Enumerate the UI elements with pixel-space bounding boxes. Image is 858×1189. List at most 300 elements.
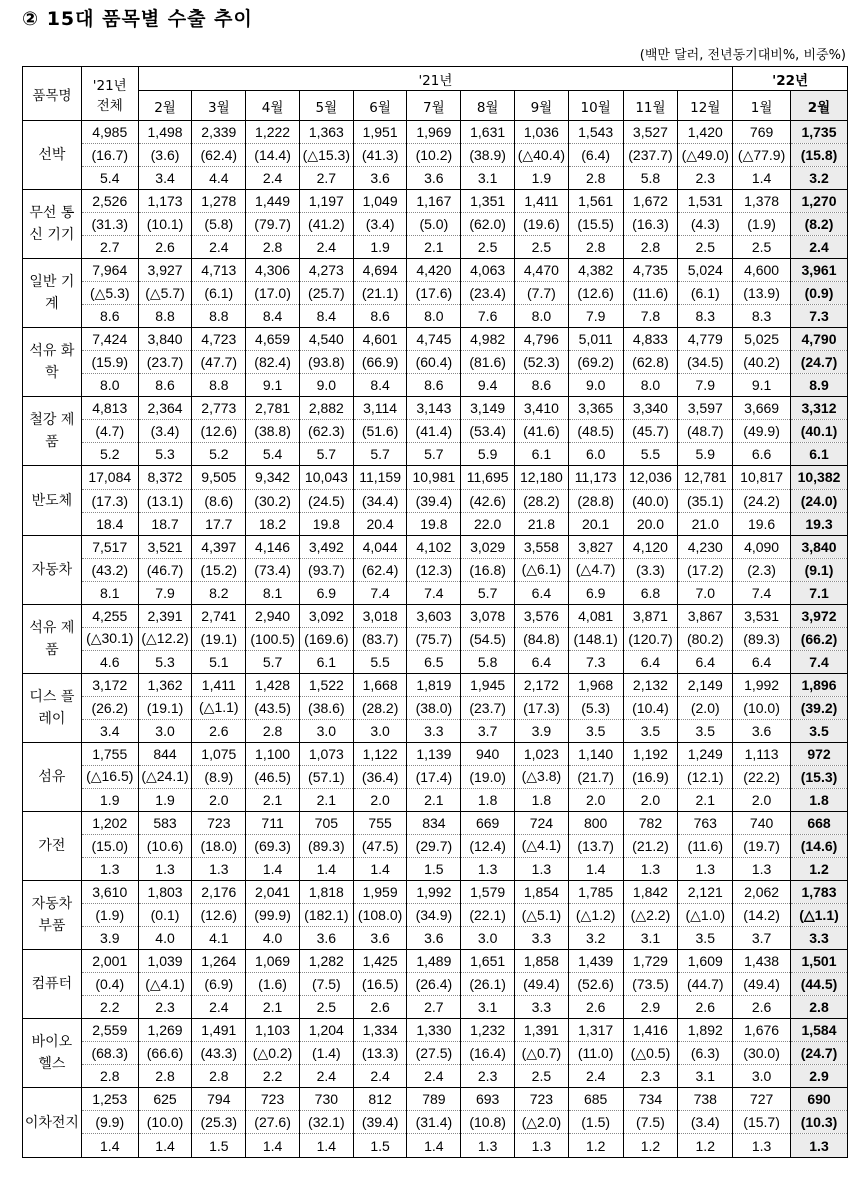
yoy-change-cell: (17.2) <box>678 558 733 581</box>
export-value-cell: 1,167 <box>407 190 461 213</box>
export-value-cell: 4,796 <box>515 328 569 351</box>
share-cell: 2.4 <box>568 1065 623 1088</box>
export-value-cell: 1,438 <box>733 950 791 973</box>
share-cell: 4.1 <box>192 927 246 950</box>
export-value-cell: 1,668 <box>353 673 407 696</box>
share-cell: 8.0 <box>81 374 138 397</box>
export-value-cell: 1,489 <box>407 950 461 973</box>
yoy-change-cell: (15.2) <box>192 558 246 581</box>
export-value-cell: 3,597 <box>678 397 733 420</box>
share-cell: 6.0 <box>568 443 623 466</box>
yoy-change-cell: (38.9) <box>461 144 515 167</box>
export-value-cell: 1,531 <box>678 190 733 213</box>
share-cell: 3.6 <box>407 927 461 950</box>
yoy-change-cell: (43.5) <box>246 696 300 719</box>
yoy-change-cell: (21.1) <box>353 282 407 305</box>
export-value-cell: 1,785 <box>568 881 623 904</box>
yoy-change-cell: (60.4) <box>407 351 461 374</box>
export-value-cell: 3,029 <box>461 535 515 558</box>
share-cell: 18.2 <box>246 512 300 535</box>
export-value-cell: 940 <box>461 742 515 765</box>
share-cell: 8.4 <box>246 305 300 328</box>
export-value-cell: 4,985 <box>81 121 138 144</box>
export-value-cell: 4,255 <box>81 604 138 627</box>
yoy-change-cell: (23.4) <box>461 282 515 305</box>
share-cell: 1.8 <box>461 788 515 811</box>
yoy-change-cell: (73.4) <box>246 558 300 581</box>
table-row <box>23 190 848 213</box>
yoy-change-cell: (12.6) <box>192 420 246 443</box>
yoy-change-cell: (99.9) <box>246 904 300 927</box>
item-name: 이차전지 <box>23 1088 82 1158</box>
export-value-cell: 1,818 <box>299 881 353 904</box>
yoy-change-cell: (29.7) <box>407 834 461 857</box>
export-value-cell: 7,964 <box>81 259 138 282</box>
yoy-change-cell: (15.3) <box>791 765 848 788</box>
export-value-cell: 1,992 <box>733 673 791 696</box>
share-cell: 2.1 <box>678 788 733 811</box>
export-value-cell: 1,579 <box>461 881 515 904</box>
share-cell: 17.7 <box>192 512 246 535</box>
yoy-change-cell: (26.1) <box>461 973 515 996</box>
table-row <box>23 489 848 512</box>
table-row <box>23 558 848 581</box>
yoy-change-cell: (28.2) <box>353 696 407 719</box>
export-value-cell: 2,339 <box>192 121 246 144</box>
yoy-change-cell: (93.7) <box>299 558 353 581</box>
export-value-cell: 9,505 <box>192 466 246 489</box>
export-value-cell: 1,069 <box>246 950 300 973</box>
export-value-cell: 668 <box>791 811 848 834</box>
yoy-change-cell: (31.4) <box>407 1111 461 1134</box>
share-cell: 1.4 <box>246 1134 300 1158</box>
export-value-cell: 1,428 <box>246 673 300 696</box>
export-value-cell: 1,735 <box>791 121 848 144</box>
item-name: 섬유 <box>23 742 82 811</box>
export-value-cell: 3,531 <box>733 604 791 627</box>
yoy-change-cell: (15.8) <box>791 144 848 167</box>
share-cell: 5.5 <box>353 650 407 673</box>
yoy-change-cell: (44.7) <box>678 973 733 996</box>
share-cell: 1.5 <box>353 1134 407 1158</box>
export-value-cell: 2,773 <box>192 397 246 420</box>
export-value-cell: 2,001 <box>81 950 138 973</box>
export-value-cell: 4,044 <box>353 535 407 558</box>
yoy-change-cell: (40.0) <box>623 489 678 512</box>
share-cell: 3.2 <box>791 167 848 190</box>
share-cell: 2.9 <box>791 1065 848 1088</box>
table-row <box>23 1042 848 1065</box>
share-cell: 5.2 <box>192 443 246 466</box>
yoy-change-cell: (49.4) <box>515 973 569 996</box>
yoy-change-cell: (6.1) <box>192 282 246 305</box>
item-name: 자동차 부품 <box>23 881 82 950</box>
yoy-change-cell: (△24.1) <box>138 765 192 788</box>
yoy-change-cell: (40.1) <box>791 420 848 443</box>
share-cell: 2.1 <box>299 788 353 811</box>
yoy-change-cell: (47.7) <box>192 351 246 374</box>
export-value-cell: 769 <box>733 121 791 144</box>
share-cell: 2.4 <box>407 1065 461 1088</box>
export-value-cell: 1,945 <box>461 673 515 696</box>
yoy-change-cell: (73.5) <box>623 973 678 996</box>
yoy-change-cell: (△30.1) <box>81 627 138 650</box>
yoy-change-cell: (5.8) <box>192 213 246 236</box>
share-cell: 8.0 <box>515 305 569 328</box>
yoy-change-cell: (18.0) <box>192 834 246 857</box>
export-value-cell: 1,672 <box>623 190 678 213</box>
yoy-change-cell: (39.4) <box>407 489 461 512</box>
share-cell: 1.2 <box>568 1134 623 1158</box>
share-cell: 3.5 <box>678 719 733 742</box>
share-cell: 8.1 <box>246 581 300 604</box>
export-value-cell: 5,011 <box>568 328 623 351</box>
share-cell: 1.3 <box>733 858 791 881</box>
export-value-cell: 12,180 <box>515 466 569 489</box>
share-cell: 8.6 <box>81 305 138 328</box>
yoy-change-cell: (54.5) <box>461 627 515 650</box>
export-value-cell: 1,264 <box>192 950 246 973</box>
share-cell: 3.1 <box>461 167 515 190</box>
share-cell: 6.1 <box>515 443 569 466</box>
share-cell: 1.8 <box>515 788 569 811</box>
export-value-cell: 9,342 <box>246 466 300 489</box>
yoy-change-cell: (11.6) <box>623 282 678 305</box>
share-cell: 3.5 <box>678 927 733 950</box>
share-cell: 3.1 <box>623 927 678 950</box>
share-cell: 2.6 <box>568 996 623 1019</box>
header-month-2021: 12월 <box>678 91 733 121</box>
export-value-cell: 4,120 <box>623 535 678 558</box>
export-value-cell: 3,365 <box>568 397 623 420</box>
share-cell: 21.0 <box>678 512 733 535</box>
export-value-cell: 1,584 <box>791 1019 848 1042</box>
table-body <box>23 121 848 1158</box>
yoy-change-cell: (52.3) <box>515 351 569 374</box>
share-cell: 2.3 <box>138 996 192 1019</box>
export-value-cell: 1,049 <box>353 190 407 213</box>
item-name: 바이오 헬스 <box>23 1019 82 1088</box>
yoy-change-cell: (△12.2) <box>138 627 192 650</box>
export-value-cell: 1,249 <box>678 742 733 765</box>
export-value-cell: 3,143 <box>407 397 461 420</box>
yoy-change-cell: (35.1) <box>678 489 733 512</box>
yoy-change-cell: (89.3) <box>299 834 353 857</box>
share-cell: 2.6 <box>192 719 246 742</box>
share-cell: 6.4 <box>515 581 569 604</box>
share-cell: 18.4 <box>81 512 138 535</box>
share-cell: 5.8 <box>623 167 678 190</box>
header-month-2021: 8월 <box>461 91 515 121</box>
export-value-cell: 1,729 <box>623 950 678 973</box>
export-value-cell: 693 <box>461 1088 515 1111</box>
share-cell: 5.5 <box>623 443 678 466</box>
share-cell: 6.9 <box>299 581 353 604</box>
share-cell: 1.2 <box>678 1134 733 1158</box>
export-value-cell: 2,741 <box>192 604 246 627</box>
export-value-cell: 972 <box>791 742 848 765</box>
share-cell: 4.4 <box>192 167 246 190</box>
share-cell: 19.3 <box>791 512 848 535</box>
yoy-change-cell: (4.7) <box>81 420 138 443</box>
yoy-change-cell: (12.4) <box>461 834 515 857</box>
yoy-change-cell: (△5.3) <box>81 282 138 305</box>
share-cell: 3.7 <box>733 927 791 950</box>
export-value-cell: 1,803 <box>138 881 192 904</box>
export-value-cell: 1,449 <box>246 190 300 213</box>
export-value-cell: 5,025 <box>733 328 791 351</box>
share-cell: 2.8 <box>138 1065 192 1088</box>
yoy-change-cell: (24.7) <box>791 351 848 374</box>
yoy-change-cell: (27.5) <box>407 1042 461 1065</box>
yoy-change-cell: (47.5) <box>353 834 407 857</box>
export-value-cell: 1,676 <box>733 1019 791 1042</box>
yoy-change-cell: (13.7) <box>568 834 623 857</box>
share-cell: 4.6 <box>81 650 138 673</box>
share-cell: 7.1 <box>791 581 848 604</box>
export-value-cell: 1,842 <box>623 881 678 904</box>
yoy-change-cell: (△5.7) <box>138 282 192 305</box>
yoy-change-cell: (0.4) <box>81 973 138 996</box>
export-value-cell: 2,149 <box>678 673 733 696</box>
share-cell: 2.8 <box>568 236 623 259</box>
export-value-cell: 844 <box>138 742 192 765</box>
yoy-change-cell: (△1.1) <box>791 904 848 927</box>
yoy-change-cell: (19.6) <box>515 213 569 236</box>
export-value-cell: 1,075 <box>192 742 246 765</box>
yoy-change-cell: (2.3) <box>733 558 791 581</box>
share-cell: 2.4 <box>791 236 848 259</box>
yoy-change-cell: (17.3) <box>81 489 138 512</box>
share-cell: 8.4 <box>353 374 407 397</box>
export-value-cell: 4,723 <box>192 328 246 351</box>
yoy-change-cell: (3.4) <box>138 420 192 443</box>
header-month-2021: 6월 <box>353 91 407 121</box>
yoy-change-cell: (46.7) <box>138 558 192 581</box>
export-value-cell: 3,669 <box>733 397 791 420</box>
export-value-cell: 1,204 <box>299 1019 353 1042</box>
table-row <box>23 950 848 973</box>
export-value-cell: 1,173 <box>138 190 192 213</box>
export-value-cell: 1,202 <box>81 811 138 834</box>
share-cell: 7.3 <box>568 650 623 673</box>
share-cell: 1.5 <box>192 1134 246 1158</box>
yoy-change-cell: (21.7) <box>568 765 623 788</box>
share-cell: 3.3 <box>515 927 569 950</box>
export-value-cell: 2,132 <box>623 673 678 696</box>
yoy-change-cell: (62.4) <box>353 558 407 581</box>
share-cell: 3.4 <box>138 167 192 190</box>
yoy-change-cell: (40.2) <box>733 351 791 374</box>
export-value-cell: 3,018 <box>353 604 407 627</box>
share-cell: 2.3 <box>623 1065 678 1088</box>
yoy-change-cell: (38.0) <box>407 696 461 719</box>
export-value-cell: 1,378 <box>733 190 791 213</box>
export-value-cell: 4,306 <box>246 259 300 282</box>
share-cell: 2.5 <box>678 236 733 259</box>
yoy-change-cell: (49.4) <box>733 973 791 996</box>
share-cell: 8.2 <box>192 581 246 604</box>
export-value-cell: 4,713 <box>192 259 246 282</box>
export-value-cell: 4,540 <box>299 328 353 351</box>
header-month-2021: 3월 <box>192 91 246 121</box>
header-month-2021: 4월 <box>246 91 300 121</box>
export-value-cell: 3,521 <box>138 535 192 558</box>
yoy-change-cell: (12.6) <box>192 904 246 927</box>
header-month-2022: 1월 <box>733 91 791 121</box>
share-cell: 1.9 <box>81 788 138 811</box>
yoy-change-cell: (△4.1) <box>138 973 192 996</box>
share-cell: 7.4 <box>791 650 848 673</box>
share-cell: 3.5 <box>623 719 678 742</box>
export-value-cell: 1,362 <box>138 673 192 696</box>
share-cell: 1.3 <box>515 1134 569 1158</box>
share-cell: 1.4 <box>299 858 353 881</box>
share-cell: 19.8 <box>299 512 353 535</box>
export-value-cell: 711 <box>246 811 300 834</box>
export-value-cell: 1,253 <box>81 1088 138 1111</box>
export-value-cell: 3,610 <box>81 881 138 904</box>
table-row <box>23 397 848 420</box>
share-cell: 1.4 <box>568 858 623 881</box>
export-value-cell: 1,334 <box>353 1019 407 1042</box>
table-row <box>23 742 848 765</box>
yoy-change-cell: (6.9) <box>192 973 246 996</box>
share-cell: 6.4 <box>678 650 733 673</box>
yoy-change-cell: (△77.9) <box>733 144 791 167</box>
share-cell: 21.8 <box>515 512 569 535</box>
share-cell: 2.5 <box>515 236 569 259</box>
export-value-cell: 740 <box>733 811 791 834</box>
export-value-cell: 4,397 <box>192 535 246 558</box>
export-value-cell: 734 <box>623 1088 678 1111</box>
export-value-cell: 625 <box>138 1088 192 1111</box>
export-value-cell: 685 <box>568 1088 623 1111</box>
share-cell: 6.1 <box>299 650 353 673</box>
export-value-cell: 1,425 <box>353 950 407 973</box>
share-cell: 8.8 <box>192 374 246 397</box>
header-month-2021: 5월 <box>299 91 353 121</box>
yoy-change-cell: (26.4) <box>407 973 461 996</box>
export-value-cell: 1,968 <box>568 673 623 696</box>
share-cell: 5.7 <box>299 443 353 466</box>
share-cell: 2.3 <box>678 167 733 190</box>
export-value-cell: 1,192 <box>623 742 678 765</box>
share-cell: 2.6 <box>353 996 407 1019</box>
yoy-change-cell: (△5.1) <box>515 904 569 927</box>
yoy-change-cell: (24.7) <box>791 1042 848 1065</box>
table-row <box>23 904 848 927</box>
share-cell: 3.6 <box>353 167 407 190</box>
share-cell: 22.0 <box>461 512 515 535</box>
share-cell: 3.6 <box>353 927 407 950</box>
export-value-cell: 1,197 <box>299 190 353 213</box>
yoy-change-cell: (11.0) <box>568 1042 623 1065</box>
export-value-cell: 1,411 <box>192 673 246 696</box>
export-value-cell: 1,561 <box>568 190 623 213</box>
share-cell: 8.1 <box>81 581 138 604</box>
share-cell: 3.0 <box>461 927 515 950</box>
yoy-change-cell: (8.6) <box>192 489 246 512</box>
yoy-change-cell: (25.3) <box>192 1111 246 1134</box>
share-cell: 2.0 <box>623 788 678 811</box>
yoy-change-cell: (100.5) <box>246 627 300 650</box>
yoy-change-cell: (69.3) <box>246 834 300 857</box>
yoy-change-cell: (4.3) <box>678 213 733 236</box>
share-cell: 3.7 <box>461 719 515 742</box>
table-row <box>23 167 848 190</box>
table-row <box>23 627 848 650</box>
yoy-change-cell: (7.5) <box>623 1111 678 1134</box>
table-row <box>23 374 848 397</box>
export-value-cell: 4,790 <box>791 328 848 351</box>
yoy-change-cell: (0.1) <box>138 904 192 927</box>
yoy-change-cell: (93.8) <box>299 351 353 374</box>
export-value-cell: 10,817 <box>733 466 791 489</box>
share-cell: 3.5 <box>791 719 848 742</box>
share-cell: 19.8 <box>407 512 461 535</box>
yoy-change-cell: (53.4) <box>461 420 515 443</box>
yoy-change-cell: (14.6) <box>791 834 848 857</box>
yoy-change-cell: (3.3) <box>623 558 678 581</box>
export-value-cell: 3,961 <box>791 259 848 282</box>
table-row <box>23 121 848 144</box>
header-item-name: 품목명 <box>23 67 82 121</box>
yoy-change-cell: (15.5) <box>568 213 623 236</box>
share-cell: 5.2 <box>81 443 138 466</box>
share-cell: 18.7 <box>138 512 192 535</box>
share-cell: 2.4 <box>192 996 246 1019</box>
share-cell: 2.1 <box>246 788 300 811</box>
share-cell: 1.5 <box>407 858 461 881</box>
export-value-cell: 1,330 <box>407 1019 461 1042</box>
share-cell: 2.5 <box>733 236 791 259</box>
export-value-cell: 2,172 <box>515 673 569 696</box>
share-cell: 8.3 <box>678 305 733 328</box>
export-value-cell: 727 <box>733 1088 791 1111</box>
yoy-change-cell: (16.4) <box>461 1042 515 1065</box>
yoy-change-cell: (62.3) <box>299 420 353 443</box>
table-row <box>23 466 848 489</box>
export-value-cell: 1,439 <box>568 950 623 973</box>
yoy-change-cell: (14.4) <box>246 144 300 167</box>
export-value-cell: 1,269 <box>138 1019 192 1042</box>
yoy-change-cell: (10.6) <box>138 834 192 857</box>
share-cell: 2.5 <box>299 996 353 1019</box>
export-value-cell: 1,278 <box>192 190 246 213</box>
yoy-change-cell: (120.7) <box>623 627 678 650</box>
share-cell: 1.2 <box>623 1134 678 1158</box>
yoy-change-cell: (80.2) <box>678 627 733 650</box>
table-header <box>23 67 848 121</box>
share-cell: 2.6 <box>138 236 192 259</box>
table-row <box>23 443 848 466</box>
export-value-cell: 2,781 <box>246 397 300 420</box>
yoy-change-cell: (49.9) <box>733 420 791 443</box>
yoy-change-cell: (6.4) <box>568 144 623 167</box>
share-cell: 1.4 <box>299 1134 353 1158</box>
export-value-cell: 1,282 <box>299 950 353 973</box>
yoy-change-cell: (△15.3) <box>299 144 353 167</box>
export-value-cell: 1,363 <box>299 121 353 144</box>
share-cell: 3.9 <box>81 927 138 950</box>
yoy-change-cell: (25.7) <box>299 282 353 305</box>
header-total-line2: 전체 <box>96 97 123 114</box>
item-name: 자동차 <box>23 535 82 604</box>
export-value-cell: 12,036 <box>623 466 678 489</box>
export-value-cell: 4,779 <box>678 328 733 351</box>
share-cell: 5.9 <box>678 443 733 466</box>
